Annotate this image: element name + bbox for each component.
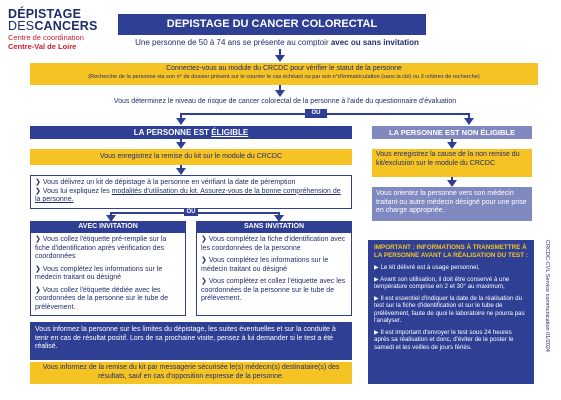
side-note-text: CRCDC-CVL Service communication 01/2024	[544, 240, 550, 352]
important-item	[374, 264, 528, 272]
logo-line-3: Centre de coordination	[8, 33, 84, 42]
logo-cancers: CANCERS	[34, 19, 98, 33]
with-invitation-item	[35, 236, 181, 262]
chevron-right-icon: ▶	[374, 328, 381, 336]
without-invitation-item	[201, 278, 347, 304]
chevron-right-icon: ❯	[35, 187, 43, 195]
without-invitation-item-text: Vous complétez les informations sur le médecin traitant ou désigné	[201, 257, 329, 273]
with-invitation-header: AVEC INVITATION	[30, 221, 186, 232]
subtitle-a: Une personne de 50 à 74 ans se présente au comptoir	[135, 38, 331, 47]
logo-des: DES	[8, 19, 35, 33]
chevron-right-icon: ❯	[35, 179, 43, 186]
deliver-kit-box	[30, 175, 352, 209]
side-note	[540, 240, 552, 380]
without-invitation-item	[201, 257, 347, 274]
arrow-down-icon	[176, 168, 186, 175]
deliver-kit-text-2a: Vous lui expliquez les	[42, 187, 112, 195]
inform-box: Vous informez la personne sur les limites du dépistage, les suites éventuelles et sur la conduite à tenir en cas de résultat positif. Lors de sa prochaine visite, pensez à lui demander si le test a été réalisé.	[30, 322, 352, 360]
without-invitation-box	[196, 232, 352, 316]
logo-line-2	[8, 20, 98, 32]
with-invitation-item-text: Vous collez l'étiquette dédiée avec les coordonnées de la personne sur le tube de prélèvement.	[35, 286, 169, 311]
chevron-right-icon: ❯	[35, 265, 43, 273]
eligible-header-b: ÉLIGIBLE	[211, 128, 249, 137]
important-item-text: Le kit délivré est à usage personnel,	[380, 264, 480, 271]
chevron-right-icon: ❯	[35, 286, 43, 294]
with-invitation-item-text: Vous complétez les informations sur le médecin traitant ou désigné	[35, 265, 163, 281]
without-invitation-item	[201, 236, 347, 253]
arrow-down-icon	[447, 180, 457, 187]
important-title: IMPORTANT : INFORMATIONS À TRANSMETTRE À LA PERSONNE AVANT LA RÉALISATION DU TEST :	[374, 244, 528, 259]
deliver-kit-item-2	[35, 188, 347, 205]
eligible-header	[30, 126, 352, 139]
with-invitation-item	[35, 266, 181, 283]
eligible-register: Vous enregistrez la remise du kit sur le module du CRCDC	[30, 149, 352, 165]
logo-line-4: Centre-Val de Loire	[8, 42, 77, 51]
chevron-right-icon: ❯	[35, 236, 43, 243]
important-item	[374, 329, 528, 352]
inform-result-box: Vous informez de la remise du kit par messagerie sécurisée le(s) médecin(s) destinataire(s) des résultats, sauf en cas d'opposition expresse de la personne.	[30, 362, 352, 384]
with-invitation-item	[35, 287, 181, 313]
with-invitation-box	[30, 232, 186, 316]
ou-badge: OU	[305, 109, 327, 118]
important-box	[368, 240, 534, 384]
arrow-down-icon	[176, 118, 186, 125]
eligible-header-a: LA PERSONNE EST	[133, 128, 212, 137]
step-check-status-main: Connectez-vous au module du CRCDC pour vérifier le statut de la personne	[166, 65, 402, 72]
arrow-down-icon	[275, 90, 285, 97]
important-item-text: Il est essentiel d'indiquer la date de la réalisation du test sur la fiche d'identification et sur le tube de prélèvement, faute de quoi le laboratoire ne pourra pas l'analyser.	[374, 294, 525, 324]
without-invitation-list	[201, 236, 347, 304]
without-invitation-header: SANS INVITATION	[196, 221, 352, 232]
not-eligible-header: LA PERSONNE EST NON ÉLIGIBLE	[372, 126, 532, 139]
arrow-down-icon	[447, 142, 457, 149]
chevron-right-icon: ❯	[201, 257, 209, 264]
important-list	[374, 264, 528, 351]
without-invitation-item-text: Vous complétez et collez l'étiquette avec les coordonnées de la personne sur le tube de prélèvement.	[201, 278, 346, 302]
deliver-kit-text-2b: modalités d'utilisation du kit. Assurez-vous de la bonne compréhension de la personne.	[35, 187, 341, 203]
not-eligible-register: Vous enregistrez la cause de la non remise du kit/exclusion sur le module du CRCDC	[372, 149, 532, 177]
chevron-right-icon: ▶	[374, 294, 381, 302]
ou-badge-2: OU	[184, 208, 198, 216]
arrow-down-icon	[176, 142, 186, 149]
deliver-kit-item-1	[35, 179, 347, 188]
chevron-right-icon: ❯	[201, 236, 209, 243]
step-risk-level: Vous déterminez le niveau de risque de cancer colorectal de la personne à l'aide du questionnaire d'évaluation	[113, 98, 457, 105]
arrow-down-icon	[464, 118, 474, 125]
important-item-text: Avant son utilisation, il doit être conservé à une température comprise en 2 et 30° au maximum,	[374, 275, 510, 290]
logo-line-1: DÉPISTAGE	[8, 7, 82, 21]
important-item	[374, 276, 528, 291]
subtitle	[112, 38, 442, 47]
chevron-right-icon: ▶	[374, 264, 381, 271]
chevron-right-icon: ▶	[374, 275, 381, 283]
important-item-text: Il est important d'envoyer le test sous 24 heures après sa réalisation et donc, d'éviter de le poster le samedi et les veilles de jours fériés.	[374, 328, 514, 351]
step-check-status-note: (Recherche de la personne via son n° de dossier présent sur le courrier le cas échéant ou par son n°d'immatriculation (sans la clé) ou 3 critères de recherche)	[88, 73, 480, 80]
important-item	[374, 295, 528, 325]
step-check-status	[30, 63, 538, 85]
deliver-kit-text-1: Vous délivrez un kit de dépistage à la personne en vérifiant la date de péremption	[42, 179, 296, 186]
chevron-right-icon: ❯	[201, 278, 209, 285]
page-title: DEPISTAGE DU CANCER COLORECTAL	[118, 14, 426, 35]
arrow-down-icon	[275, 55, 285, 62]
subtitle-b: avec ou sans invitation	[330, 38, 419, 47]
with-invitation-item-text: Vous collez l'étiquette pré-remplie sur la fiche d'identification après vérification des coordonnées	[35, 236, 167, 260]
without-invitation-item-text: Vous complétez la fiche d'identification avec les coordonnées de la personne	[201, 236, 346, 252]
with-invitation-list	[35, 236, 181, 312]
not-eligible-orient: Vous orientez la personne vers son médecin traitant ou autre médecin désigné pour une prise en charge appropriée.	[372, 187, 532, 221]
